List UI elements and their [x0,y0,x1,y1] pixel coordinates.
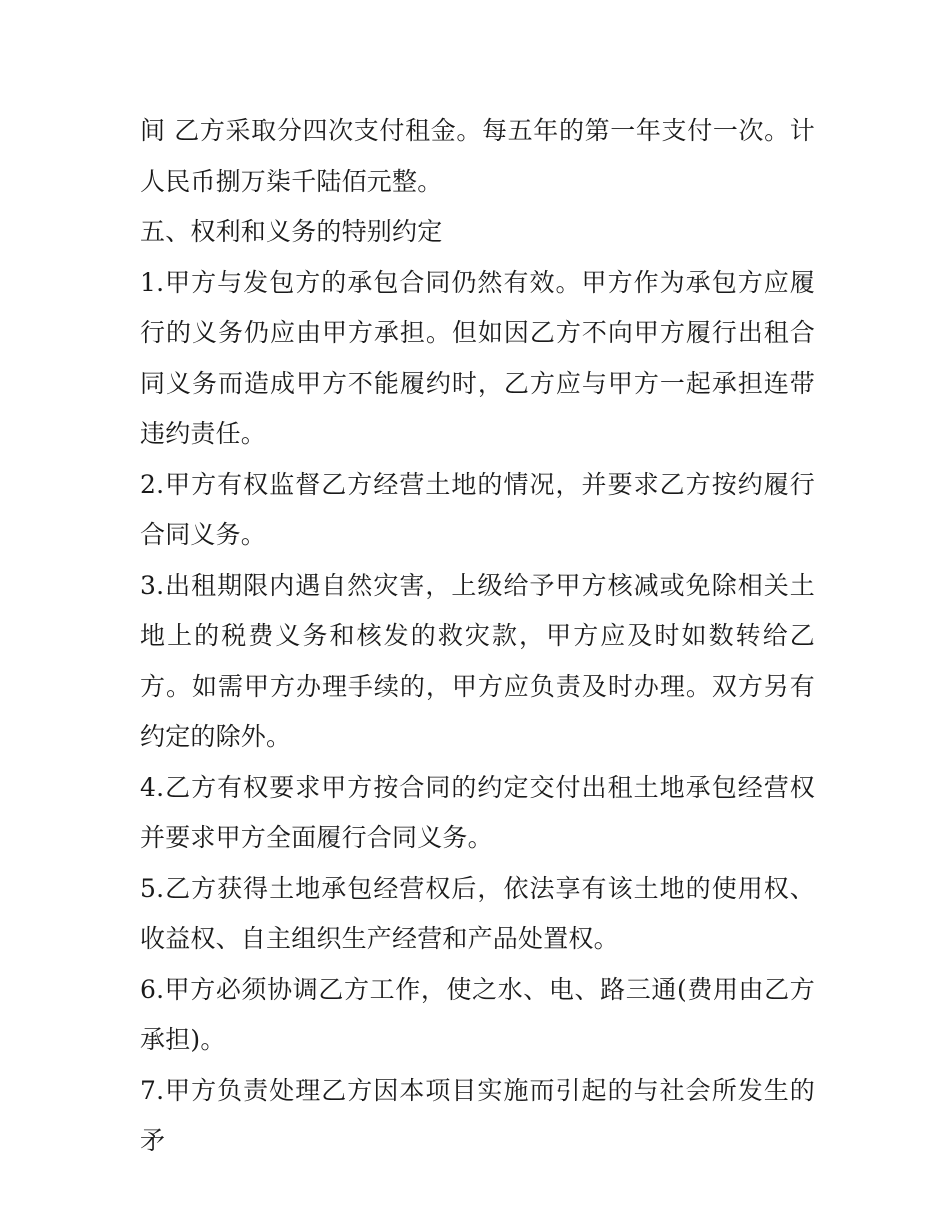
clause-7: 7.甲方负责处理乙方因本项目实施而引起的与社会所发生的矛 [140,1075,815,1155]
clause-2: 2.甲方有权监督乙方经营土地的情况，并要求乙方按约履行合同义务。 [140,469,815,549]
paragraph-rent-payment: 间 乙方采取分四次支付租金。每五年的第一年支付一次。计人民币捌万柒千陆佰元整。 [140,116,815,196]
clause-5: 5.乙方获得土地承包经营权后，依法享有该土地的使用权、收益权、自主组织生产经营和产品处置权。 [140,873,815,953]
clause-3: 3.出租期限内遇自然灾害，上级给予甲方核减或免除相关土地上的税费义务和核发的救灾款，甲方应及时如数转给乙方。如需甲方办理手续的，甲方应负责及时办理。双方另有约定的除外。 [140,570,815,751]
section-heading-rights-obligations: 五、权利和义务的特别约定 [140,217,443,246]
clause-1: 1.甲方与发包方的承包合同仍然有效。甲方作为承包方应履行的义务仍应由甲方承担。但如因乙方不向甲方履行出租合同义务而造成甲方不能履约时，乙方应与甲方一起承担连带违约责任。 [140,267,815,448]
clause-4: 4.乙方有权要求甲方按合同的约定交付出租土地承包经营权并要求甲方全面履行合同义务。 [140,772,815,852]
clause-6: 6.甲方必须协调乙方工作，使之水、电、路三通(费用由乙方承担)。 [140,974,815,1054]
document-body [140,106,815,1167]
